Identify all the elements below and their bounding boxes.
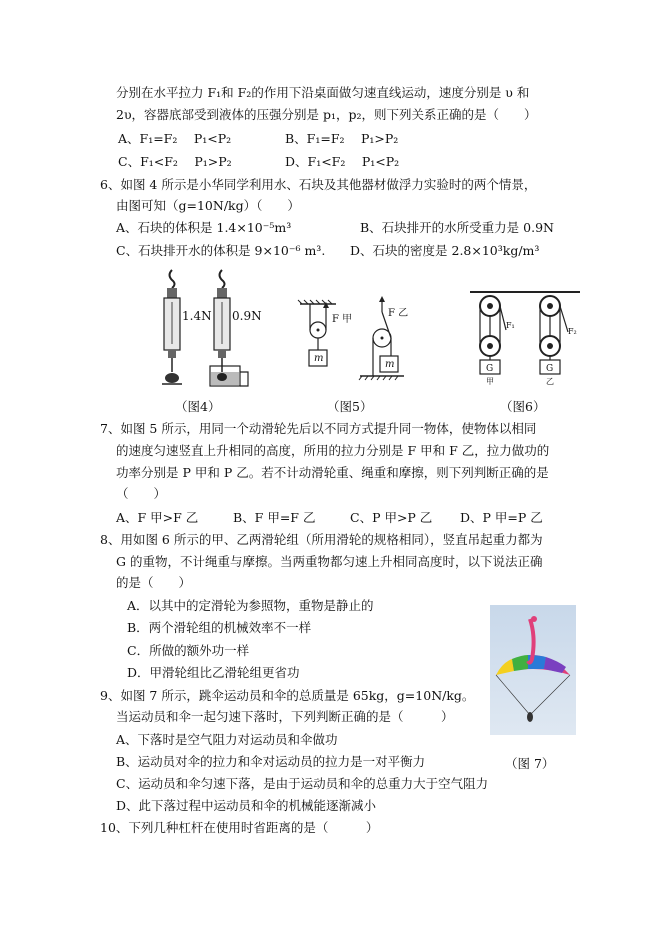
q7-option-a: A、F 甲>F 乙 [116,510,199,525]
fig5-mass-left: m [314,353,324,364]
q7-line-1: 7、如图 5 所示，用同一个动滑轮先后以不同方式提升同一物体，使物体以相同 [100,421,537,436]
q5-option-a: A、F₁=F₂ P₁<P₂ [118,131,232,146]
fig5-mass-right: m [385,359,395,370]
caption-figure-5: （图5） [327,399,373,414]
fig6-force-f2: F₂ [568,327,577,336]
q9-option-a: A、下落时是空气阻力对运动员和伞做功 [116,732,338,747]
fig5-force-yi: F 乙 [388,308,409,319]
caption-figure-7: （图 7） [505,756,555,771]
q8-line-2: G 的重物，不计绳重与摩擦。当两重物都匀速上升相同高度时，以下说法正确 [116,554,543,569]
q8-line-1: 8、用如图 6 所示的甲、乙两滑轮组（所用滑轮的规格相同），竖直吊起重力都为 [100,532,543,547]
fig6-force-f1: F₁ [506,321,515,330]
q10-line-1: 10、下列几种杠杆在使用时省距离的是（ ） [100,820,379,835]
fig5-force-jia: F 甲 [332,314,353,325]
fig4-reading-left: 1.4N [182,309,212,323]
q8-line-3: 的是（ ） [116,575,192,590]
q9-option-d: D、此下落过程中运动员和伞的机械能逐渐减小 [116,798,377,813]
q6-option-d: D、石块的密度是 2.8×10³kg/m³ [350,243,540,258]
q8-option-a: A．以其中的定滑轮为参照物，重物是静止的 [127,598,374,613]
q9-option-c: C、运动员和伞匀速下落，是由于运动员和伞的总重力大于空气阻力 [116,776,489,791]
fig6-label-yi: 乙 [546,377,554,386]
q8-option-d: D．甲滑轮组比乙滑轮组更省功 [127,665,300,680]
q5-option-b: B、F₁=F₂ P₁>P₂ [285,131,399,146]
q9-line-2: 当运动员和伞一起匀速下落时，下列判断正确的是（ ） [116,709,454,724]
q9-line-1: 9、如图 7 所示，跳伞运动员和伞的总质量是 65kg，g=10N/kg。 [100,688,475,703]
figure-4-spring-scales [150,268,260,390]
q7-option-b: B、F 甲=F 乙 [233,510,316,525]
fig6-label-jia: 甲 [486,377,494,386]
q8-option-c: C．所做的额外功一样 [127,643,250,658]
fig6-weight-right: G [546,364,554,374]
q5-option-d: D、F₁<F₂ P₁<P₂ [285,154,400,169]
caption-figure-6: （图6） [500,399,546,414]
fig4-reading-right: 0.9N [232,309,262,323]
q7-line-4: （ ） [116,486,167,501]
q6-option-c: C、石块排开水的体积是 9×10⁻⁶ m³. [116,243,326,258]
figure-7-parachute-photo [490,605,576,735]
q6-option-b: B、石块排开的水所受重力是 0.9N [360,220,554,235]
q7-option-c: C、P 甲>P 乙 [350,510,433,525]
caption-figure-4: （图4） [175,399,221,414]
q6-option-a: A、石块的体积是 1.4×10⁻⁵m³ [116,220,292,235]
q6-line-2: 由图可知（g=10N/kg）（ ） [116,198,300,213]
q7-option-d: D、P 甲=P 乙 [460,510,543,525]
q5-option-c: C、F₁<F₂ P₁>P₂ [118,154,232,169]
q5-line-2: 2υ，容器底部受到液体的压强分别是 p₁，p₂，则下列关系正确的是（ ） [116,107,537,122]
q8-option-b: B．两个滑轮组的机械效率不一样 [127,620,312,635]
q5-line-1: 分别在水平拉力 F₁和 F₂的作用下沿桌面做匀速直线运动，速度分别是 υ 和 [116,85,530,100]
q7-line-3: 功率分别是 P 甲和 P 乙。若不计动滑轮重、绳重和摩擦，则下列判断正确的是 [116,465,549,480]
q9-option-b: B、运动员对伞的拉力和伞对运动员的拉力是一对平衡力 [116,754,426,769]
q6-line-1: 6、如图 4 所示是小华同学利用水、石块及其他器材做浮力实验时的两个情景， [100,177,537,192]
fig6-weight-left: G [486,364,494,374]
q7-line-2: 的速度匀速竖直上升相同的高度，所用的拉力分别是 F 甲和 F 乙，拉力做功的 [116,443,550,458]
